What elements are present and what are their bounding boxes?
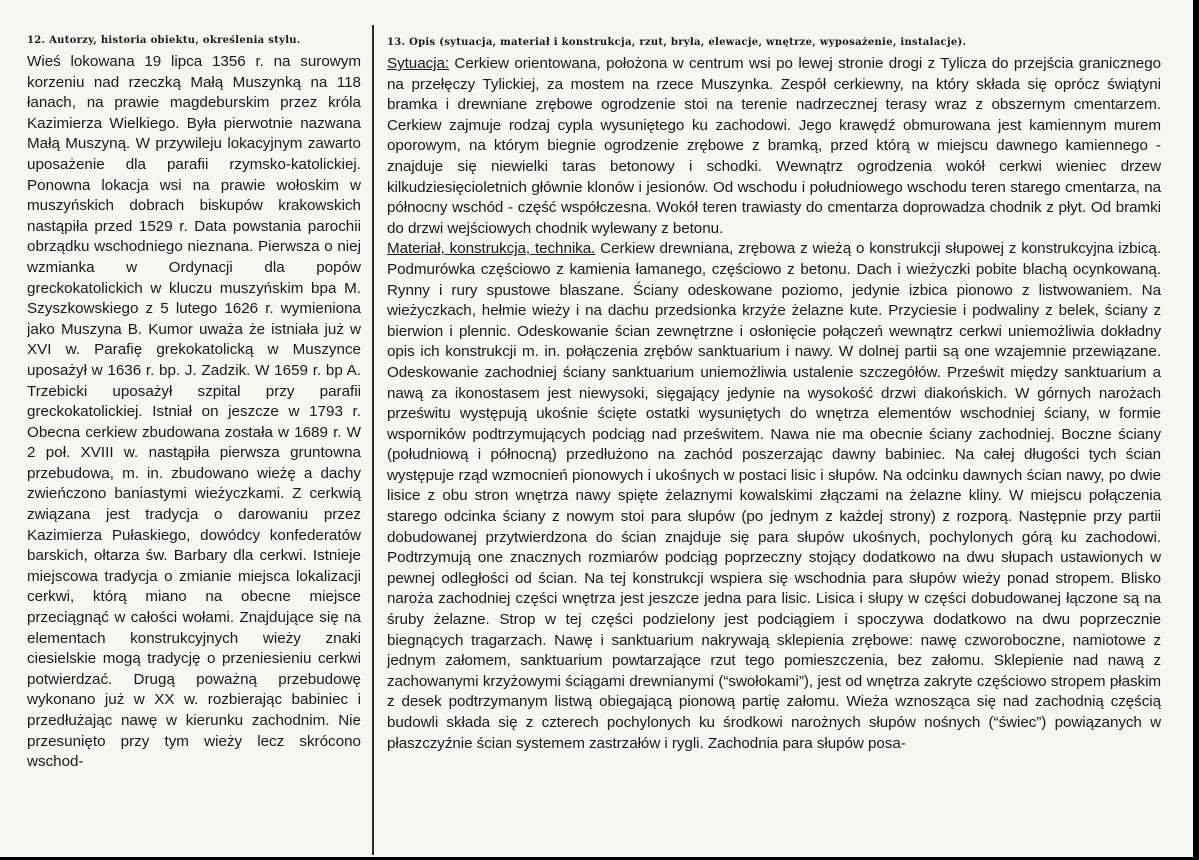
situation-text: Cerkiew orientowana, położona w centrum wsi po lewej stronie drogi z Tylicza do przejścia granicznego na przełęczy Tylickiej, za mostem na rzece Muszynka. Zespół cerkiewny, na który składa się oprócz świątyni bramka i drewniane zrębowe ogrodzenie stoi na terenie nadrzecznej terasy wraz z obszernym cmentarzem. Cerkiew zajmuje rodzaj cypla wysuniętego ku zachodowi. Jego krawędź obmurowana jest kamiennym murem oporowym, na którym biegnie ogrodzenie zrębowe z bramką, przed którą w miejscu dawnego kamiennego - znajduje się niewielki taras betonowy i schodki. Wewnątrz ogrodzenia wokół cerkwi wieniec drzew kilkudziesięcioletnich głównie klonów i jesionów. Od wschodu i południowego wschodu teren starego cmentarza, na północny wschód - część współczesna. Wokół teren trawiasty do cmentarza doprowadza chodnik z płyt. Od bramki do drzwi wejściowych chodnik wylewany z betonu. [387, 55, 1161, 237]
description-text [387, 54, 1161, 854]
left-column [27, 35, 361, 852]
section-12-heading: 12. Autorzy, historia obiektu, określenia stylu. [27, 35, 301, 46]
right-column [387, 37, 1161, 854]
section-13-heading: 13. Opis (sytuacja, materiał i konstrukcja, rzut, bryła, elewacje, wnętrze, wyposażenie, instalacje). [387, 37, 967, 48]
history-text: Wieś lokowana 19 lipca 1356 r. na surowym korzeniu nad rzeczką Małą Muszynką na 118 łanach, na prawie magdeburskim przez króla Kazimierza Wielkiego. Była pierwotnie nazwana Małą Muszyną. W przywileju lokacyjnym zawarto uposażenie dla parafii rzymsko-katolickiej. Ponowna lokacja wsi na prawie wołoskim w muszyńskich dobrach biskupów krakowskich nastąpiła przed 1529 r. Data powstania parochii obrządku wschodniego nieznana. Pierwsza o niej wzmianka w Ordynacji dla popów greckokatolickich w kluczu muszyńskim bpa M. Szyszkowskiego z 5 lutego 1626 r. wymieniona jako Muszyna B. Kumor uważa że istniała już w XVI w. Parafię grekokatolicką w Muszynce uposażył w 1636 r. bp. J. Zadzik. W 1659 r. bp A. Trzebicki uposażył szpital przy parafii greckokatolickiej. Istniał on jeszcze w 1793 r. Obecna cerkiew zbudowana została w 1689 r. W 2 poł. XVIII w. nastąpiła pierwsza gruntowna przebudowa, m. in. zbudowano wieżę a dachy zwieńczono baniastymi wieżyczkami. Z cerkwią związana jest tradycja o darowaniu przez Kazimierza Pułaskiego, dowódcy konfederatów barskich, ołtarza św. Barbary dla cerkwi. Istnieje miejscowa tradycja o zmianie miejsca lokalizacji cerkwi, którą miano na obecne miejsce przeciągnąć w całości wołami. Znajdujące się na elementach konstrukcyjnych wieży znaki ciesielskie mogą tradycję o przeniesieniu cerkwi potwierdzać. Drugą poważną przebudowę wykonano już w XX w. rozbierając babiniec i przedłużając nawę w kierunku zachodnim. Nie przesunięto przy tym wieży lecz skrócono wschod- [27, 53, 361, 771]
subsection-title-material: Materiał, konstrukcja, technika. [387, 240, 596, 258]
subsection-title-situation: Sytuacja: [387, 55, 450, 72]
material-text: Cerkiew drewniana, zrębowa z wieżą o konstrukcji słupowej z konstrukcyjna izbicą. Podmurówka częściowo z kamienia łamanego, częściowo z betonu. Dach i wieżyczki pobite blachą ocynkowaną. Rynny i rury spustowe blaszane. Ściany odeskowane poziomo, jedynie izbica pionowo z listwowaniem. Na wieżyczkach, hełmie wieży i na dachu przedsionka krzyże żelazne kute. Przyciesie i podwaliny z belek, ściany z bierwion i plennic. Odeskowanie ścian zewnętrzne i osłonięcie połączeń wewnątrz cerkwi uniemożliwia dokładny opis ich konstrukcji m. in. połączenia zrębów sanktuarium i nawy. W dolnej partii są one wzajemnie przewiązane. Odeskowanie zachodniej ściany sanktuarium uniemożliwia ustalenie szczegółów. Prześwit między sanktuarium a nawą za ikonostasem jest niewysoki, sięgający jedynie na wysokość drzwi diakońskich. W górnych narożach prześwitu występują ukośnie ścięte ostatki wysuniętych do wnętrza elementów wschodniej ściany, w formie wsporników podtrzymujących podciąg nad prześwitem. Nawa nie ma obecnie ściany zachodniej. Boczne ściany (południową i północną) przedłużono na zachód poszerzając dawny babiniec. Na całej długości tych ścian występuje rząd wzmocnień pionowych i ukośnych w postaci lisic i słupów. Na odcinku dawnych ścian nawy, po dwie lisice z obu stron wnętrza nawy spięte żelaznymi kowalskimi złączami na żelazne kliny. W miejscu połączenia starego odcinka ściany z nowym stoi para słupów (po jednym z każdej strony) z rozporą. Następnie przy partii dobudowanej przytwierdzona do ścian znajduje się para słupów ukośnych, pochylonych górą ku zachodowi. Podtrzymują one znacznych rozmiarów podciąg poprzeczny stojący dodatkowo na dwu słupach ustawionych w pewnej odległości od ścian. Na tej konstrukcji wspiera się wschodnia para słupów wieży ponad stropem. Blisko naroża zachodniej części wnętrza jest jeszcze jedna para lisic. Lisica i słupy w części dobudowanej łączone są na śruby żelazne. Strop w tej części podzielony jest podciągiem i spoczywa dodatkowo na dwu poprzecznie biegnących tragarzach. Nawę i sanktuarium nakrywają sklepienia zrębowe: nawę czworoboczne, namiotowe z jednym załomem, sanktuarium powtarzające rzut tego pomieszczenia, bez załomu. Sklepienie nad nawą z zachowanymi krzyżowymi ściągami drewnianymi (“swołokami”), jest od wnętrza zakryte częściowo stropem płaskim z desek podtrzymanym listwą obiegającą pionową partię załomu. Wieża wznosząca się nad zachodnią częścią budowli składa się z czterech pochylonych ku środkowi narożnych słupów nośnych (“świec”) powiązanych w płaszczyźnie ścian systemem zastrzałów i rygli. Zachodnia para słupów posa- [387, 240, 1161, 752]
column-divider [372, 25, 374, 855]
